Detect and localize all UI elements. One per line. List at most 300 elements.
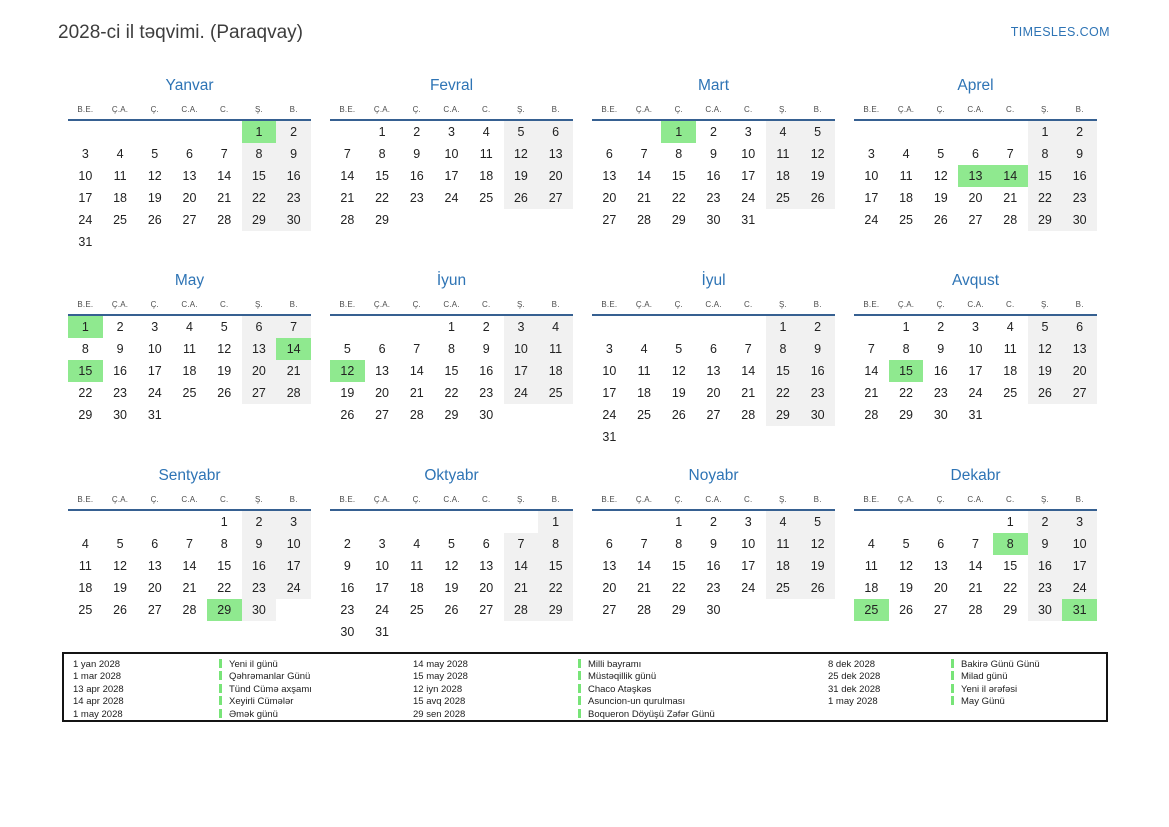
weekend-day-cell: 22 [538, 577, 573, 599]
day-cell: 1 [902, 320, 910, 334]
holiday-day-cell: 14 [993, 165, 1028, 187]
day-cell: 17 [78, 191, 93, 205]
day-cell: 4 [413, 537, 421, 551]
weekday-header-row [330, 105, 573, 121]
month-title: İyul [701, 272, 726, 289]
empty-day-cell [800, 426, 835, 448]
day-cell: 6 [710, 342, 717, 356]
weekend-day-cell: 26 [800, 187, 835, 209]
day-cell: 10 [864, 169, 879, 183]
empty-day-cell [1028, 404, 1063, 426]
day-cell: 29 [78, 408, 93, 422]
weekday-header: Ç. [150, 300, 159, 309]
weekday-header-row [592, 300, 835, 316]
day-cell: 3 [972, 320, 979, 334]
day-cell: 7 [1006, 147, 1014, 161]
day-cell: 9 [937, 342, 945, 356]
day-cell: 17 [147, 364, 162, 378]
day-cell: 3 [744, 515, 752, 529]
day-cell: 25 [479, 191, 494, 205]
weekend-day-cell: 15 [242, 165, 277, 187]
legend-holiday-name: May Günü [961, 696, 1005, 708]
day-cell: 18 [637, 386, 652, 400]
day-cell: 3 [744, 125, 752, 139]
empty-day-cell [538, 404, 573, 426]
legend-holiday-name: Bakirə Günü Günü [961, 659, 1040, 670]
empty-day-cell [661, 316, 696, 338]
weekend-day-cell: 27 [538, 187, 573, 209]
empty-day-cell [627, 316, 662, 338]
month-12 [854, 466, 1097, 644]
day-cell: 11 [479, 147, 493, 161]
weekend-day-cell: 15 [766, 360, 801, 382]
day-cell: 25 [899, 213, 914, 227]
weekday-header: Ş. [516, 300, 525, 309]
day-cell: 24 [968, 386, 983, 400]
day-cell: 11 [899, 169, 913, 183]
day-cell: 13 [182, 169, 197, 183]
empty-day-cell [469, 511, 504, 533]
weekend-day-cell: 2 [242, 511, 277, 533]
legend-entry [578, 696, 828, 708]
weekend-day-cell: 9 [1028, 533, 1063, 555]
weekday-header: Ç. [674, 495, 683, 504]
weekend-day-cell: 26 [800, 577, 835, 599]
holiday-marker-icon [578, 659, 581, 668]
day-cell: 12 [217, 342, 232, 356]
weekday-header: C.A. [967, 300, 984, 309]
empty-day-cell [469, 209, 504, 231]
day-cell: 31 [602, 430, 617, 444]
holiday-day-cell: 15 [68, 360, 103, 382]
weekend-day-cell: 24 [276, 577, 311, 599]
weekday-header: Ç.A. [373, 300, 391, 309]
weekend-day-cell: 11 [538, 338, 573, 360]
weekday-header: C.A. [705, 300, 722, 309]
weekday-header-row [68, 105, 311, 121]
day-cell: 26 [671, 408, 686, 422]
day-cell: 23 [113, 386, 128, 400]
empty-day-cell [731, 316, 766, 338]
weekend-day-cell: 28 [504, 599, 539, 621]
day-cell: 10 [147, 342, 162, 356]
weekday-header: C.A. [967, 105, 984, 114]
day-cell: 10 [375, 559, 390, 573]
weekend-day-cell: 22 [1028, 187, 1063, 209]
day-cell: 23 [706, 581, 721, 595]
weekend-day-cell: 17 [1062, 555, 1097, 577]
empty-day-cell [766, 209, 801, 231]
weekday-header: C.A. [705, 495, 722, 504]
weekend-day-cell: 29 [766, 404, 801, 426]
weekend-day-cell: 3 [504, 316, 539, 338]
weekend-day-cell: 19 [504, 165, 539, 187]
month-title: Sentyabr [158, 467, 221, 484]
empty-day-cell [504, 621, 539, 643]
day-cell: 6 [186, 147, 193, 161]
day-cell: 5 [902, 537, 910, 551]
month-7 [592, 271, 835, 449]
empty-day-cell [469, 621, 504, 643]
holiday-day-cell: 1 [242, 121, 277, 143]
empty-day-cell [399, 511, 434, 533]
weekday-header: C.A. [705, 105, 722, 114]
day-cell: 19 [217, 364, 232, 378]
day-cell: 17 [968, 364, 983, 378]
day-cell: 29 [444, 408, 459, 422]
day-cell: 8 [902, 342, 910, 356]
day-cell: 10 [444, 147, 459, 161]
legend-date: 12 iyn 2028 [413, 683, 463, 695]
day-cell: 5 [343, 342, 351, 356]
weekend-day-cell: 23 [1028, 577, 1063, 599]
weekend-day-cell: 6 [1062, 316, 1097, 338]
weekend-day-cell: 13 [538, 143, 573, 165]
weekend-day-cell: 4 [538, 316, 573, 338]
weekday-header-row [854, 300, 1097, 316]
holiday-day-cell: 12 [330, 360, 365, 382]
day-cell: 27 [182, 213, 197, 227]
empty-day-cell [854, 121, 889, 143]
weekend-day-cell: 23 [1062, 187, 1097, 209]
weekday-header: Ş. [516, 495, 525, 504]
legend-holiday-name: Asuncion-un qurulması [588, 696, 686, 708]
day-cell: 2 [482, 320, 490, 334]
weekend-day-cell: 8 [242, 143, 277, 165]
weekday-header-row [592, 495, 835, 511]
legend-entry [578, 671, 828, 683]
day-cell: 15 [375, 169, 390, 183]
day-cell: 21 [340, 191, 355, 205]
weekend-day-cell: 12 [800, 143, 835, 165]
weekday-header: Ş. [778, 105, 787, 114]
weekday-header: B. [1075, 495, 1084, 504]
empty-day-cell [766, 599, 801, 621]
weekend-day-cell: 25 [766, 187, 801, 209]
day-cell: 24 [864, 213, 879, 227]
weekday-header: C.A. [181, 300, 198, 309]
weekend-day-cell: 13 [242, 338, 277, 360]
day-cell: 14 [968, 559, 983, 573]
holiday-marker-icon [219, 659, 222, 668]
empty-day-cell [68, 121, 103, 143]
day-cell: 26 [444, 603, 459, 617]
legend-entry [219, 696, 413, 708]
day-cell: 16 [479, 364, 494, 378]
day-cell: 31 [741, 213, 756, 227]
month-title: Avqust [951, 272, 1000, 289]
legend-entry [219, 684, 413, 696]
day-cell: 26 [217, 386, 232, 400]
weekday-header: Ş. [254, 495, 263, 504]
day-cell: 7 [220, 147, 228, 161]
day-cell: 24 [741, 191, 756, 205]
weekday-header: C.A. [443, 105, 460, 114]
weekend-day-cell: 23 [276, 187, 311, 209]
month-days-grid [854, 316, 1097, 426]
day-cell: 17 [375, 581, 390, 595]
weekend-day-cell: 1 [766, 316, 801, 338]
legend-entry [951, 671, 1111, 683]
empty-day-cell [172, 404, 207, 426]
empty-day-cell [854, 511, 889, 533]
empty-day-cell [627, 121, 662, 143]
day-cell: 16 [706, 559, 721, 573]
empty-day-cell [68, 511, 103, 533]
holiday-marker-icon [951, 684, 954, 693]
weekend-day-cell: 28 [276, 382, 311, 404]
day-cell: 18 [1003, 364, 1018, 378]
day-cell: 23 [409, 191, 424, 205]
month-days-grid [854, 511, 1097, 621]
weekday-header: Ç.A. [635, 105, 653, 114]
month-10 [330, 466, 573, 644]
weekday-header: Ç. [412, 495, 421, 504]
weekend-day-cell: 26 [504, 187, 539, 209]
empty-day-cell [627, 511, 662, 533]
legend-group-2 [413, 659, 828, 721]
day-cell: 3 [605, 342, 613, 356]
day-cell: 20 [933, 581, 948, 595]
empty-day-cell [172, 121, 207, 143]
day-cell: 24 [444, 191, 459, 205]
weekday-header: B. [551, 105, 560, 114]
weekend-day-cell: 21 [276, 360, 311, 382]
weekend-day-cell: 29 [1028, 209, 1063, 231]
legend-holiday-name: Chaco Atəşkəs [588, 683, 652, 695]
day-cell: 28 [409, 408, 424, 422]
weekday-header-row [854, 105, 1097, 121]
month-days-grid [854, 121, 1097, 231]
weekday-header: C. [482, 495, 491, 504]
month-days-grid [68, 511, 311, 621]
day-cell: 30 [479, 408, 494, 422]
day-cell: 17 [741, 559, 756, 573]
empty-day-cell [627, 426, 662, 448]
weekday-header: Ç.A. [635, 300, 653, 309]
weekday-header: B.E. [339, 300, 356, 309]
day-cell: 13 [479, 559, 494, 573]
legend-date: 31 dek 2028 [828, 683, 881, 695]
day-cell: 15 [217, 559, 232, 573]
day-cell: 3 [378, 537, 386, 551]
weekend-day-cell: 30 [242, 599, 277, 621]
month-days-grid [330, 316, 573, 426]
weekend-day-cell: 9 [1062, 143, 1097, 165]
day-cell: 5 [151, 147, 159, 161]
month-title: Dekabr [950, 467, 1001, 484]
weekday-header: Ç. [936, 105, 945, 114]
legend-entry [951, 684, 1111, 696]
weekday-header: Ç.A. [897, 105, 915, 114]
holiday-marker-icon [219, 709, 222, 718]
month-title: Noyabr [688, 467, 739, 484]
day-cell: 21 [1003, 191, 1018, 205]
day-cell: 9 [343, 559, 351, 573]
day-cell: 21 [637, 191, 652, 205]
empty-day-cell [207, 404, 242, 426]
weekend-day-cell: 12 [800, 533, 835, 555]
empty-day-cell [242, 404, 277, 426]
day-cell: 10 [741, 147, 756, 161]
day-cell: 5 [675, 342, 683, 356]
weekday-header-row [68, 495, 311, 511]
weekend-day-cell: 27 [242, 382, 277, 404]
empty-day-cell [696, 316, 731, 338]
day-cell: 29 [671, 213, 686, 227]
day-cell: 6 [605, 147, 613, 161]
weekday-header: B.E. [863, 105, 880, 114]
day-cell: 19 [933, 191, 948, 205]
day-cell: 8 [378, 147, 386, 161]
weekday-header: Ş. [516, 105, 525, 114]
day-cell: 22 [1003, 581, 1018, 595]
month-3 [592, 76, 835, 254]
day-cell: 19 [147, 191, 162, 205]
empty-day-cell [993, 404, 1028, 426]
empty-day-cell [434, 621, 469, 643]
day-cell: 4 [116, 147, 124, 161]
legend-holiday-name: Müstəqillik günü [588, 671, 657, 683]
weekend-day-cell: 18 [538, 360, 573, 382]
weekend-day-cell: 15 [538, 555, 573, 577]
weekday-header: Ç.A. [373, 105, 391, 114]
day-cell: 12 [933, 169, 948, 183]
empty-day-cell [889, 511, 924, 533]
legend-date: 1 yan 2028 [73, 659, 121, 670]
legend-date: 13 apr 2028 [73, 683, 124, 695]
month-title: May [174, 272, 205, 289]
day-cell: 26 [899, 603, 914, 617]
weekend-day-cell: 9 [800, 338, 835, 360]
day-cell: 21 [864, 386, 879, 400]
weekend-day-cell: 16 [1062, 165, 1097, 187]
weekend-day-cell: 9 [276, 143, 311, 165]
weekday-header: C.A. [181, 105, 198, 114]
holiday-day-cell: 1 [661, 121, 696, 143]
empty-day-cell [731, 599, 766, 621]
weekend-day-cell: 8 [1028, 143, 1063, 165]
day-cell: 30 [113, 408, 128, 422]
day-cell: 24 [602, 408, 617, 422]
month-1 [68, 76, 311, 254]
day-cell: 3 [151, 320, 159, 334]
holiday-marker-icon [219, 696, 222, 705]
legend-entry [578, 684, 828, 696]
site-logo-link[interactable]: TIMESLES.COM [1010, 25, 1110, 39]
empty-day-cell [399, 209, 434, 231]
weekend-day-cell: 4 [766, 511, 801, 533]
legend-holiday-name: Xeyirli Cümələr [229, 696, 294, 708]
empty-day-cell [276, 231, 311, 253]
day-cell: 26 [933, 213, 948, 227]
empty-day-cell [276, 404, 311, 426]
empty-day-cell [504, 404, 539, 426]
weekday-header: B. [813, 300, 822, 309]
weekday-header: B.E. [601, 495, 618, 504]
day-cell: 2 [343, 537, 351, 551]
holiday-marker-icon [951, 671, 954, 680]
day-cell: 11 [183, 342, 196, 356]
day-cell: 30 [340, 625, 355, 639]
weekend-day-cell: 19 [1028, 360, 1063, 382]
day-cell: 20 [182, 191, 197, 205]
weekday-header: B.E. [863, 300, 880, 309]
day-cell: 22 [671, 191, 686, 205]
day-cell: 8 [675, 147, 683, 161]
day-cell: 12 [899, 559, 914, 573]
month-days-grid [330, 121, 573, 231]
weekday-header: B. [289, 300, 298, 309]
weekend-day-cell: 2 [800, 316, 835, 338]
empty-day-cell [958, 511, 993, 533]
day-cell: 4 [867, 537, 875, 551]
day-cell: 11 [78, 559, 92, 573]
day-cell: 20 [602, 581, 617, 595]
empty-day-cell [103, 121, 138, 143]
day-cell: 25 [1003, 386, 1018, 400]
month-title: Oktyabr [424, 467, 479, 484]
weekend-day-cell: 10 [504, 338, 539, 360]
day-cell: 27 [706, 408, 721, 422]
weekend-day-cell: 2 [276, 121, 311, 143]
legend-date: 25 dek 2028 [828, 671, 881, 683]
day-cell: 22 [899, 386, 914, 400]
weekend-day-cell: 30 [1028, 599, 1063, 621]
day-cell: 14 [637, 559, 652, 573]
day-cell: 21 [182, 581, 197, 595]
day-cell: 15 [671, 559, 686, 573]
weekend-day-cell: 2 [1062, 121, 1097, 143]
legend-date: 15 avq 2028 [413, 696, 466, 708]
empty-day-cell [365, 511, 400, 533]
holiday-day-cell: 31 [1062, 599, 1097, 621]
empty-day-cell [661, 426, 696, 448]
weekday-header: Ç.A. [897, 300, 915, 309]
weekend-day-cell: 5 [800, 121, 835, 143]
day-cell: 8 [675, 537, 683, 551]
month-6 [330, 271, 573, 449]
day-cell: 7 [186, 537, 193, 551]
day-cell: 9 [710, 537, 717, 551]
day-cell: 13 [602, 169, 617, 183]
day-cell: 17 [864, 191, 879, 205]
weekend-day-cell: 5 [504, 121, 539, 143]
day-cell: 25 [78, 603, 93, 617]
holiday-day-cell: 1 [68, 316, 103, 338]
legend-holiday-name: Qəhrəmanlar Günü [229, 671, 311, 683]
weekend-day-cell: 22 [766, 382, 801, 404]
day-cell: 1 [1006, 515, 1014, 529]
weekday-header: B.E. [339, 495, 356, 504]
day-cell: 2 [710, 125, 717, 139]
day-cell: 3 [448, 125, 455, 139]
legend-holiday-name: Milad günü [961, 671, 1008, 683]
weekday-header-row [330, 300, 573, 316]
weekday-header: Ş. [254, 300, 263, 309]
weekday-header: C. [744, 495, 753, 504]
weekend-day-cell: 11 [766, 533, 801, 555]
month-days-grid [330, 511, 573, 643]
weekend-day-cell: 1 [1028, 121, 1063, 143]
weekday-header-row [330, 495, 573, 511]
holiday-marker-icon [951, 659, 954, 668]
weekend-day-cell: 1 [538, 511, 573, 533]
weekday-header: Ç.A. [897, 495, 915, 504]
day-cell: 7 [413, 342, 421, 356]
day-cell: 17 [444, 169, 459, 183]
weekday-header: B. [1075, 300, 1084, 309]
